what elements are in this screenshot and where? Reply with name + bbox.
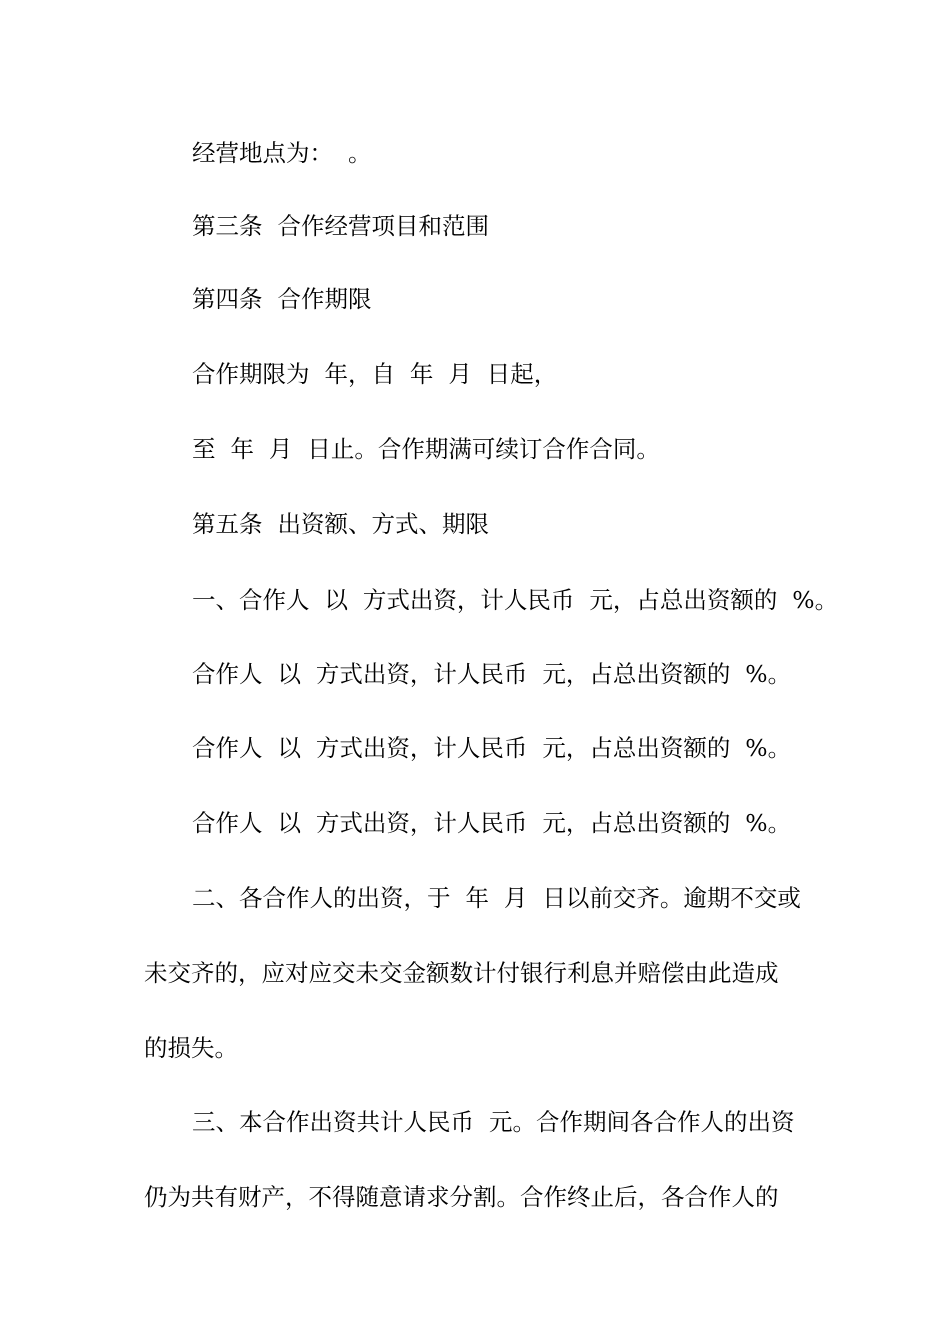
paragraph-contribution-3: 合作人 以 方式出资，计人民币 元，占总出资额的 %。 [192, 734, 792, 762]
paragraph-term-end: 至 年 月 日止。合作期满可续订合作合同。 [192, 435, 660, 463]
paragraph-contribution-1: 一、合作人 以 方式出资，计人民币 元，占总出资额的 %。 [192, 586, 839, 614]
paragraph-total-capital: 三、本合作出资共计人民币 元。合作期间各合作人的出资 [192, 1108, 795, 1136]
paragraph-term-start: 合作期限为 年，自 年 月 日起， [192, 360, 558, 388]
heading-article-3: 第三条 合作经营项目和范围 [192, 212, 489, 240]
paragraph-contribution-2: 合作人 以 方式出资，计人民币 元，占总出资额的 %。 [192, 660, 792, 688]
paragraph-payment-deadline-cont: 未交齐的，应对应交未交金额数计付银行利息并赔偿由此造成 [144, 959, 779, 987]
paragraph-payment-deadline: 二、各合作人的出资，于 年 月 日以前交齐。逾期不交或 [192, 884, 801, 912]
paragraph-contribution-4: 合作人 以 方式出资，计人民币 元，占总出资额的 %。 [192, 809, 792, 837]
paragraph-payment-deadline-end: 的损失。 [144, 1034, 238, 1062]
heading-article-4: 第四条 合作期限 [192, 285, 372, 313]
paragraph-total-capital-cont: 仍为共有财产，不得随意请求分割。合作终止后，各合作人的 [144, 1183, 779, 1211]
heading-article-5: 第五条 出资额、方式、期限 [192, 510, 489, 538]
paragraph-business-location: 经营地点为： 。 [192, 139, 372, 167]
